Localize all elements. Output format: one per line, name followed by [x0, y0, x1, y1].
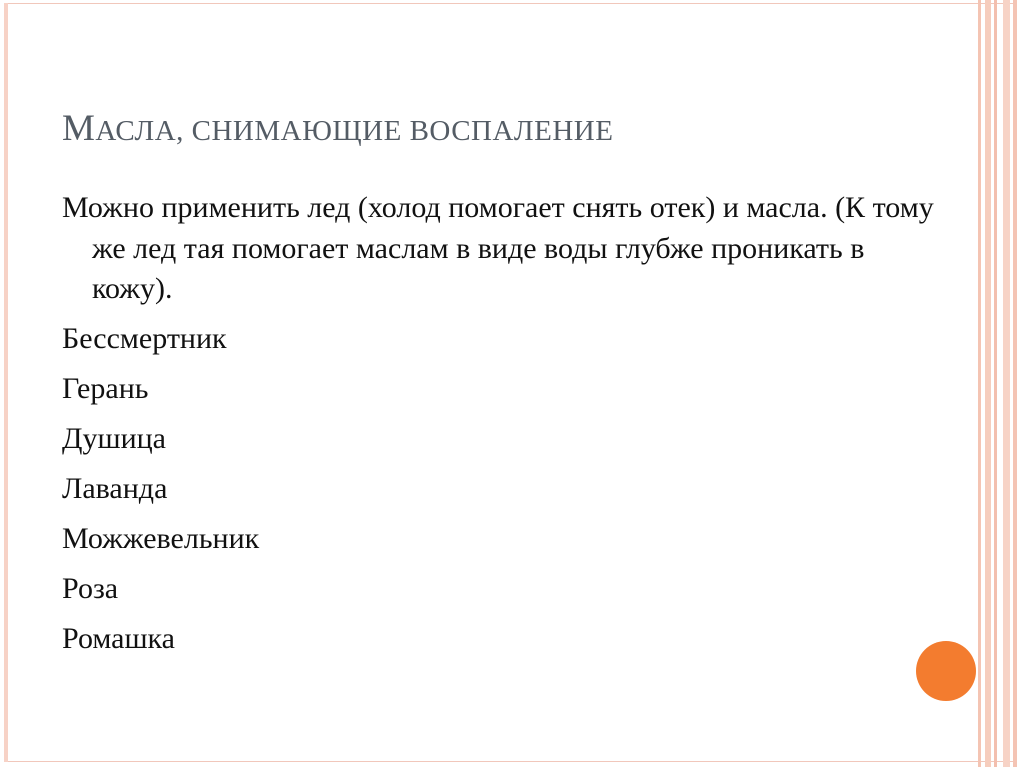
list-item: Герань: [62, 371, 149, 405]
list-item: Бессмертник: [62, 321, 227, 355]
decorative-stripe: [978, 0, 981, 767]
list-item: Роза: [62, 571, 119, 605]
list-item: Душица: [62, 421, 166, 455]
decorative-stripe: [985, 0, 991, 767]
orange-circle-icon: [916, 641, 976, 701]
left-border-stripe: [4, 3, 8, 762]
slide-title-rest: АСЛА, СНИМАЮЩИЕ ВОСПАЛЕНИЕ: [95, 115, 614, 147]
list-item: Ромашка: [62, 621, 175, 655]
decorative-stripe: [994, 0, 997, 767]
decorative-stripe: [1013, 0, 1017, 767]
slide-title-initial: М: [62, 108, 96, 149]
intro-paragraph: Можно применить лед (холод помогает снять отек) и масла. (К тому же лед тая помогает маслам в виде воды глубже проникать в кожу).: [62, 191, 934, 305]
list-item: Можжевельник: [62, 521, 260, 555]
list-item: Лаванда: [62, 471, 168, 505]
decorative-stripe: [1003, 0, 1010, 767]
slide-title: [62, 107, 613, 150]
slide-body: [62, 188, 942, 669]
